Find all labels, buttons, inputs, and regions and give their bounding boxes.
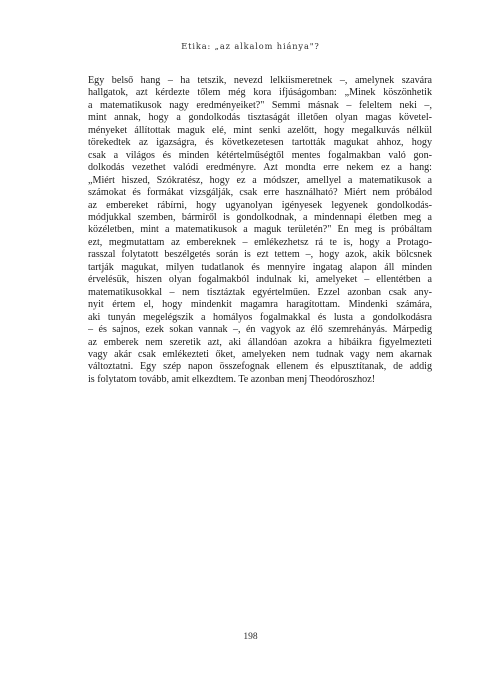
text-line: érvelésük, hiszen olyan fogalmakból indulnak ki, amelyeket – ellentétben a <box>88 274 432 286</box>
text-line: csak a világos és minden kétértelműségtől mentes fogalmakban való gon- <box>88 149 432 161</box>
text-line: dolkodás vezethet valódi eredményre. Azt mondta erre nekem ez a hang: <box>88 162 432 174</box>
text-line: közéletben, mint a matematikusok a maguk területén?" Én meg is próbáltam <box>88 224 432 236</box>
text-line: nyit értem el, hogy mindenkit magamra haragítottam. Mindenki számára, <box>88 299 432 311</box>
text-line: „Miért hiszed, Szókratész, hogy ez a módszer, amellyel a matematikusok a <box>88 174 432 186</box>
text-line: tartják magukat, milyen tudatlanok és mennyire ingatag alapon áll minden <box>88 261 432 273</box>
text-line: hallgatok, azt kérdezte tőlem még kora ifjúságomban: „Minek köszönhetik <box>88 87 432 99</box>
text-line: az embereket rábírni, hogy ugyanolyan igényesek legyenek gondolkodás- <box>88 199 432 211</box>
text-line: aki tunyán megelégszik a homályos fogalmakkal és lusta a gondolkodásra <box>88 311 432 323</box>
text-line: módjukkal szemben, bármiről is gondolkodnak, a mindennapi életben meg a <box>88 211 432 223</box>
body-paragraph <box>88 75 432 386</box>
text-line: is folytatom tovább, amit elkezdtem. Te azonban menj Theodóroszhoz! <box>88 373 376 385</box>
text-line: törekedtek az igazságra, és következetesen tartották magukat ahhoz, hogy <box>88 137 432 149</box>
text-line: mint annak, hogy a gondolkodás tisztaságát illetően olyan magas követel- <box>88 112 432 124</box>
text-line: ményeket állítottak maguk elé, mint senki azelőtt, hogy megalkuvás nélkül <box>88 124 432 136</box>
text-line: ezt, megmutattam az embereknek – emlékezhetsz rá te is, hogy a Protago- <box>88 236 432 248</box>
page-number: 198 <box>243 632 258 642</box>
text-line: matematikusokkal – nem tisztáztak egyértelműen. Ezzel azonban csak any- <box>88 286 432 298</box>
text-line: változtatni. Egy szép napon összefognak ellenem és elpusztítanak, de addig <box>88 361 432 373</box>
text-line: Egy belső hang – ha tetszik, nevezd lelkiismeretnek –, amelynek szavára <box>88 75 432 86</box>
text-line: számokat és formákat vizsgálják, csak erre használható? Miért nem próbálod <box>88 187 432 199</box>
text-line: a matematikusok nagy eredményeiket?" Semmi másnak – feleltem neki –, <box>88 99 432 111</box>
text-line: rasszal folytatott beszélgetés során is ezt tettem –, hogy azok, akik bölcsnek <box>88 249 432 261</box>
text-line: – és sajnos, ezek sokan vannak –, én vagyok az élő szemrehányás. Márpedig <box>88 324 432 336</box>
text-line: az emberek nem szeretik azt, aki állandóan azokra a hibáikra figyelmezteti <box>88 336 432 348</box>
running-head: Etika: „az alkalom hiánya"? <box>181 41 320 51</box>
text-line: vagy akár csak emlékezteti őket, amelyeken nem tudnak vagy nem akarnak <box>88 348 432 360</box>
